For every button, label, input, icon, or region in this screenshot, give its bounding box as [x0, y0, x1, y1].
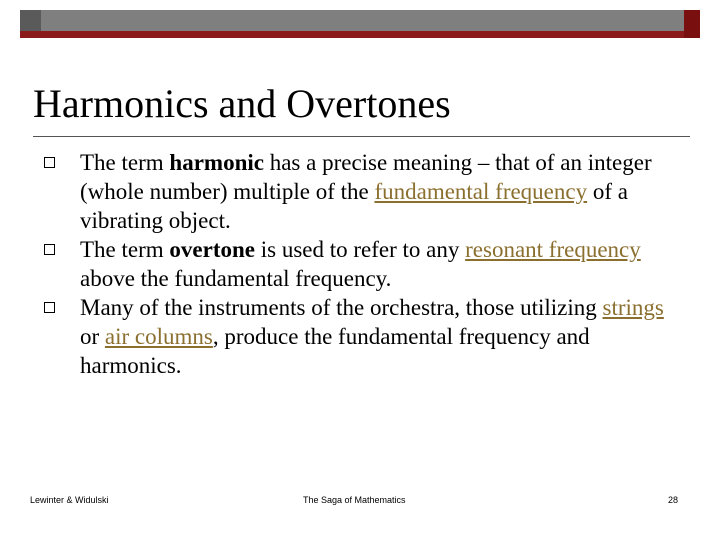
footer-course-title: The Saga of Mathematics — [303, 495, 406, 505]
hollow-square-bullet-icon — [44, 302, 55, 313]
hollow-square-bullet-icon — [44, 244, 55, 255]
link-air-columns[interactable]: air columns — [104, 324, 213, 349]
header-maroon-band — [20, 31, 700, 38]
header-decoration-bar — [20, 10, 700, 38]
bullet-item-overtone — [44, 235, 674, 293]
bullet-text-post: of a vibrating object. — [80, 179, 628, 233]
bullet-list — [44, 148, 674, 380]
link-fundamental-frequency[interactable]: fundamental frequency — [374, 179, 588, 204]
bullet-text-mid: is used to refer to any — [254, 237, 466, 262]
bullet-text-pre: The term — [80, 150, 170, 175]
slide-title: Harmonics and Overtones — [33, 81, 451, 126]
term-overtone: overtone — [169, 237, 255, 262]
header-corner-square-right — [684, 10, 700, 38]
bullet-text-mid: or — [80, 324, 105, 349]
bullet-text-mid: has a precise meaning – that of an integer (whole number) multiple of the — [80, 150, 652, 204]
link-resonant-frequency[interactable]: resonant frequency — [465, 237, 641, 262]
term-harmonic: harmonic — [169, 150, 264, 175]
title-divider — [33, 136, 690, 137]
bullet-item-instruments — [44, 293, 674, 380]
bullet-text-post: , produce the fundamental frequency and harmonics. — [80, 324, 590, 378]
footer-page-number: 28 — [667, 495, 678, 505]
header-corner-square-left — [20, 10, 41, 31]
footer-authors: Lewinter & Widulski — [30, 495, 109, 505]
bullet-text-pre: The term — [80, 237, 170, 262]
hollow-square-bullet-icon — [44, 157, 55, 168]
header-gray-band — [20, 10, 700, 31]
bullet-item-harmonic — [44, 148, 674, 235]
bullet-text-pre: Many of the instruments of the orchestra, those utilizing — [80, 295, 603, 320]
bullet-text-post: above the fundamental frequency. — [80, 266, 392, 291]
link-strings[interactable]: strings — [602, 295, 664, 320]
